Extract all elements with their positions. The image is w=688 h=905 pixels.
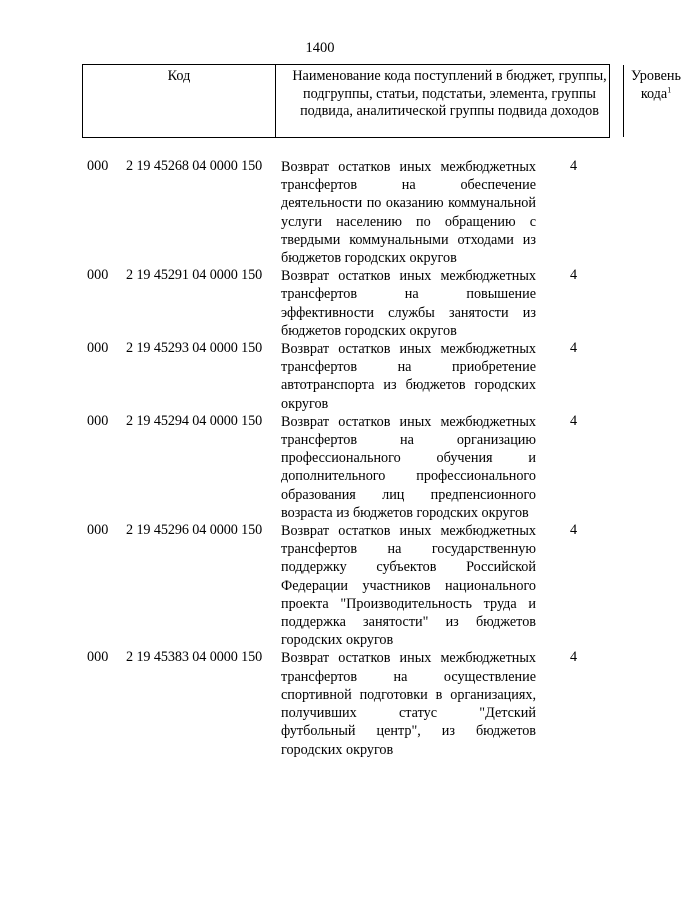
admin-code: 000: [87, 522, 109, 539]
revenue-name: Возврат остатков иных межбюджетных трансфертов на повышение эффективности службы занятости из бюджетов городских округов: [281, 268, 536, 339]
revenue-code: 2 19 45296 04 0000 150: [126, 522, 263, 539]
revenue-code: 2 19 45383 04 0000 150: [126, 649, 263, 666]
revenue-name: Возврат остатков иных межбюджетных трансфертов на приобретение автотранспорта из бюджетов городских округов: [281, 341, 536, 412]
revenue-code: 2 19 45291 04 0000 150: [126, 267, 263, 284]
footnote-marker: 1: [667, 84, 672, 94]
table-row: [0, 158, 640, 267]
revenue-code: 2 19 45293 04 0000 150: [126, 340, 263, 357]
revenue-code: 2 19 45268 04 0000 150: [126, 158, 263, 174]
table-row: [0, 649, 640, 758]
header-name: Наименование кода поступлений в бюджет, группы, подгруппы, статьи, подстатьи, элемента, группы подвида, аналитической группы подвида доходов: [275, 65, 624, 137]
revenue-code: 2 19 45294 04 0000 150: [126, 412, 263, 429]
admin-code: 000: [87, 412, 109, 429]
admin-code: 000: [87, 649, 109, 666]
table-body: [0, 158, 640, 759]
revenue-name: Возврат остатков иных межбюджетных трансфертов на государственную поддержку субъектов Российской Федерации участников национального проекта "Производительность труда и поддержка занятости" из бюджетов городских округов: [281, 523, 536, 649]
page-number: 1400: [305, 40, 335, 56]
code-level: 4: [570, 649, 578, 666]
table-row: [0, 340, 640, 413]
revenue-name: Возврат остатков иных межбюджетных трансфертов на обеспечение деятельности по оказанию коммунальной услуги населению по обращению с твердыми коммунальными отходами из бюджетов городских округов: [281, 159, 536, 267]
table-row: [0, 413, 640, 522]
code-level: 4: [570, 158, 578, 174]
admin-code: 000: [87, 158, 109, 174]
code-level: 4: [570, 267, 578, 284]
table-row: [0, 522, 640, 649]
header-code: Код: [167, 68, 191, 84]
admin-code: 000: [87, 267, 109, 284]
table-header: [82, 64, 681, 138]
table-row: [0, 267, 640, 340]
revenue-name: Возврат остатков иных межбюджетных трансфертов на организацию профессионального обучения и дополнительного профессионального образования лиц предпенсионного возраста из бюджетов городских округов: [281, 413, 536, 521]
code-level: 4: [570, 340, 578, 357]
admin-code: 000: [87, 340, 109, 357]
header-level-label: Уровень кода: [631, 68, 681, 102]
code-level: 4: [570, 412, 578, 429]
header-level: [624, 65, 688, 140]
revenue-name: Возврат остатков иных межбюджетных трансфертов на осуществление спортивной подготовки в организациях, получивших статус "Детский футбольный центр", из бюджетов городских округов: [281, 650, 536, 758]
code-level: 4: [570, 522, 578, 539]
